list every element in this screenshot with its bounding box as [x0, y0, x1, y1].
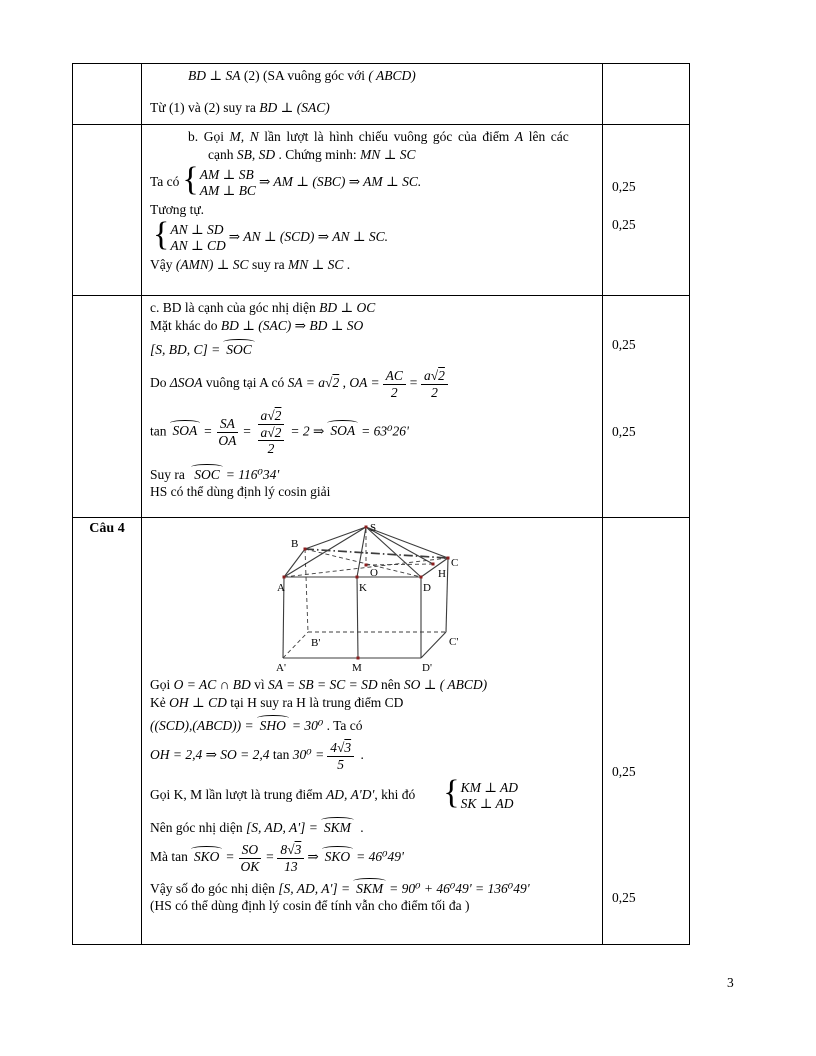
table-row-part-b: [73, 125, 689, 296]
line-taco-system-am: Ta có { AM ⊥ SB AM ⊥ BC ⇒ AM ⊥ (SBC) ⇒ AM ⊥ SC.: [150, 165, 596, 201]
line-dihedral-soc: [S, BD, C] = SOC: [150, 340, 596, 358]
content-cell: [142, 518, 603, 944]
fraction-sa-oa: $\frac{SA}{OA}$: [218, 416, 237, 448]
sqrt: √ 2: [267, 408, 281, 423]
geometry-figure: [262, 521, 462, 671]
fraction-nested: $\frac{a √ 2}{\frac{a √ 2}{2}}$: [255, 408, 288, 457]
line-nen-goc: Nên góc nhị diện [S, AD, A'] = SKM .: [150, 820, 364, 836]
line-ke-oh: Kẻ OH ⊥ CD tại H suy ra H là trung điểm CD: [150, 695, 404, 710]
label-A: A: [277, 582, 285, 594]
content-cell: [142, 125, 603, 295]
line-tuong-tu: Tương tự.: [150, 202, 205, 217]
sqrt: √ 2: [267, 425, 281, 440]
left-brace-icon: [153, 220, 169, 256]
label-O: O: [370, 567, 378, 579]
angle-arc-soc: SOC: [191, 465, 223, 483]
question-cell-empty: [73, 125, 142, 295]
label-A-prime: A': [276, 662, 286, 671]
question-cell-empty: [73, 64, 142, 124]
page-number: 3: [727, 975, 734, 990]
line-mat-khac: Mặt khác do BD ⊥ (SAC) ⇒ BD ⊥ SO: [150, 318, 364, 333]
angle-arc-sho: SHO: [257, 716, 289, 734]
table-row-part-c: [73, 296, 689, 518]
angle-arc-soc: SOC: [223, 340, 255, 358]
answer-key-table: [72, 63, 690, 945]
score-value: 0,25: [612, 424, 636, 439]
score-value: 0,25: [612, 890, 636, 905]
label-C: C: [451, 557, 459, 569]
line-oh-so: OH = 2,4 ⇒ SO = 2,4 tan 30⁰ = $\frac{4 √ 3}{5}$ .: [150, 740, 596, 772]
line-hs-note: (HS có thể dùng định lý cosin để tính vẫn cho điểm tối đa ): [150, 898, 470, 914]
score-value: 0,25: [612, 337, 636, 352]
label-C-prime: C': [449, 636, 459, 648]
table-row-cau-4: [73, 518, 689, 944]
label-D: D: [423, 582, 431, 594]
left-brace-icon: [443, 778, 459, 814]
label-B: B: [291, 538, 299, 550]
label-B-prime: B': [311, 637, 321, 649]
fraction-8sqrt3-13: $\frac{8 √ 3}{13}$: [277, 842, 304, 874]
fraction-asqrt2-2: $\frac{a √ 2}{2}$: [421, 368, 448, 400]
label-H: H: [438, 568, 446, 580]
label-K: K: [359, 582, 367, 594]
angle-arc-skm: SKM: [353, 879, 386, 897]
line-goi-o: Gọi O = AC ∩ BD vì SA = SB = SC = SD nên SO ⊥ ( ABCD): [150, 677, 488, 692]
question-number-cell: [73, 518, 142, 944]
sqrt: √ 3: [287, 842, 301, 857]
line-bd-perp-sa: BD ⊥ SA (2) (SA vuông góc với ( ABCD): [188, 68, 416, 83]
sqrt: √ 3: [337, 740, 351, 755]
line-c-statement: c. BD là cạnh của góc nhị diện BD ⊥ OC: [150, 300, 376, 315]
fraction-ac-2: $\frac{AC}{2}$: [383, 368, 406, 400]
angle-arc-sko: SKO: [191, 847, 223, 865]
line-b-statement-2: cạnh SB, SD . Chứng minh: MN ⊥ SC: [208, 147, 416, 162]
label-S: S: [370, 522, 377, 534]
table-row-continuation: [73, 64, 689, 125]
line-b-statement-1: b. Gọi M, N lần lượt là hình chiếu vuông góc của điểm A lên các: [188, 129, 569, 144]
line-suy-ra-soc: Suy ra SOC = 116⁰34': [150, 466, 280, 482]
equation-system-km-sk: { KM ⊥ AD SK ⊥ AD: [443, 778, 518, 814]
line-do-soa: Do ΔSOA vuông tại A có SA = a √ 2 , OA = $\frac{AC}{2}$ = $\frac{a √ 2}{2}$: [150, 368, 596, 400]
line-ma-tan-sko: Mà tan SKO = $\frac{SO}{OK}$ = $\frac{8 √ 3}{13}$ ⇒ SKO = 46⁰49': [150, 842, 596, 874]
fraction-so-ok: $\frac{SO}{OK}$: [240, 842, 260, 874]
angle-arc-sko: SKO: [322, 847, 354, 865]
fraction-inner: $\frac{a √ 2}{2}$: [258, 425, 285, 457]
fraction-4sqrt3-5: $\frac{4 √ 3}{5}$: [327, 740, 354, 772]
vertex-labels: [276, 522, 458, 671]
question-cell-empty: [73, 296, 142, 517]
content-cell: [142, 296, 603, 517]
line-vay-amn: Vậy (AMN) ⊥ SC suy ra MN ⊥ SC .: [150, 257, 351, 272]
equation-system-am: { AM ⊥ SB AM ⊥ BC: [182, 165, 256, 201]
line-tu-1-2: Từ (1) và (2) suy ra BD ⊥ (SAC): [150, 100, 330, 115]
line-tan-soa: tan SOA = $\frac{SA}{OA}$ = $\frac{a √ 2}{\frac{a √ 2}{2}}$ = 2 ⇒ SOA = 63⁰26': [150, 408, 596, 457]
label-M: M: [352, 662, 362, 671]
score-cell: [603, 125, 689, 295]
score-value: 0,25: [612, 179, 636, 194]
score-value: 0,25: [612, 764, 636, 779]
score-cell: [603, 64, 689, 124]
line-goi-km: Gọi K, M lần lượt là trung điểm AD, A'D', khi đó { KM ⊥ AD SK ⊥ AD: [150, 778, 596, 814]
score-cell: [603, 518, 689, 944]
line-hs-cosin: HS có thể dùng định lý cosin giải: [150, 483, 331, 499]
left-brace-icon: [182, 165, 198, 201]
equation-system-an: { AN ⊥ SD AN ⊥ CD: [153, 220, 226, 256]
line-vay-so-do: Vậy số đo góc nhị diện [S, AD, A'] = SKM = 90⁰ + 46⁰49' = 136⁰49': [150, 881, 530, 897]
sqrt: √ 2: [431, 368, 445, 383]
line-scd-abcd: ((SCD),(ABCD)) = SHO = 30⁰ . Ta có: [150, 718, 363, 733]
angle-arc-soa: SOA: [170, 421, 201, 439]
content-cell: [142, 64, 603, 124]
angle-arc-skm: SKM: [321, 818, 354, 836]
sqrt: √ 2: [325, 375, 339, 390]
line-system-an: { AN ⊥ SD AN ⊥ CD ⇒ AN ⊥ (SCD) ⇒ AN ⊥ SC.: [150, 220, 596, 256]
label-D-prime: D': [422, 662, 432, 671]
question-number: Câu 4: [89, 521, 125, 536]
angle-arc-soa: SOA: [327, 421, 358, 439]
score-cell: [603, 296, 689, 517]
score-value: 0,25: [612, 217, 636, 232]
